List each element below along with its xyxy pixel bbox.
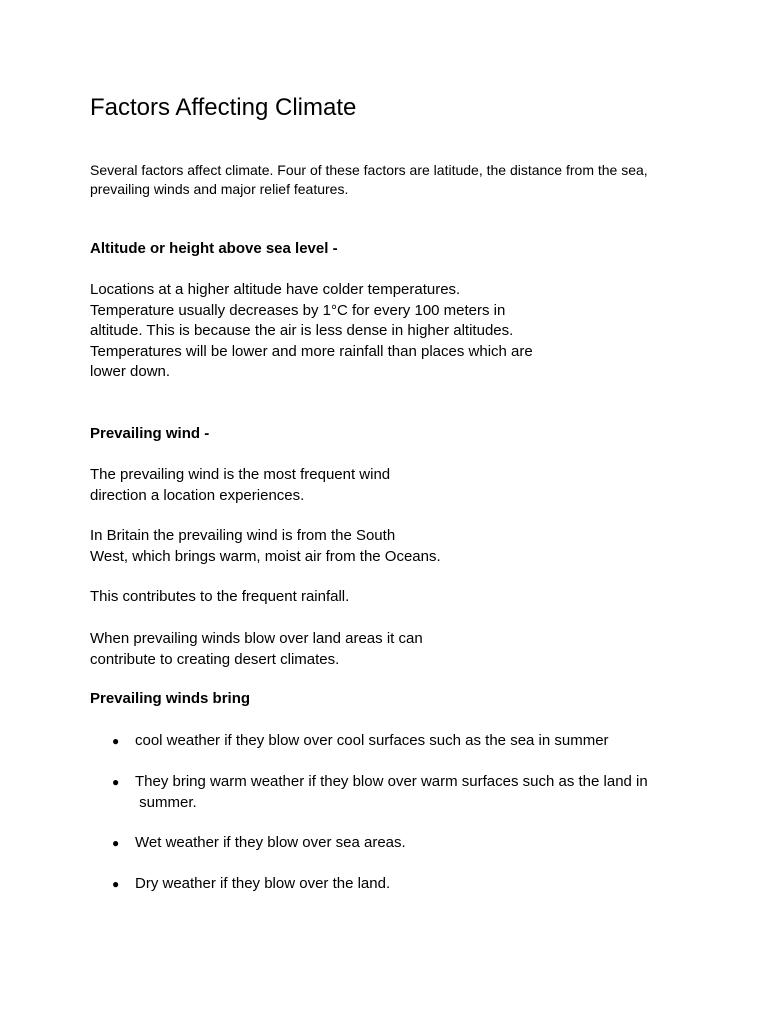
prevailing-wind-paragraph-desert: When prevailing winds blow over land areas it can contribute to creating desert climates. bbox=[90, 630, 423, 668]
prevailing-wind-paragraph-definition: The prevailing wind is the most frequent wind direction a location experiences. bbox=[90, 466, 391, 504]
prevailing-wind-paragraph-britain: In Britain the prevailing wind is from the South West, which brings warm, moist air from the Oceans. bbox=[90, 527, 441, 565]
section-heading-winds-bring: Prevailing winds bring bbox=[90, 690, 251, 707]
section-heading-prevailing-wind: Prevailing wind - bbox=[90, 425, 210, 442]
list-item-text: Dry weather if they blow over the land. bbox=[135, 875, 391, 892]
prevailing-wind-paragraph-rainfall: This contributes to the frequent rainfall. bbox=[90, 588, 350, 605]
bullet-icon: ● bbox=[112, 836, 120, 850]
section-heading-altitude: Altitude or height above sea level - bbox=[90, 240, 338, 257]
list-item-text: Wet weather if they blow over sea areas. bbox=[135, 834, 406, 851]
page-title: Factors Affecting Climate bbox=[90, 94, 357, 121]
list-item-text: They bring warm weather if they blow over warm surfaces such as the land in summer. bbox=[135, 773, 648, 811]
list-item-text: cool weather if they blow over cool surfaces such as the sea in summer bbox=[135, 732, 609, 749]
bullet-icon: ● bbox=[112, 734, 120, 748]
bullet-icon: ● bbox=[112, 877, 120, 891]
bullet-icon: ● bbox=[112, 775, 120, 789]
list-item bbox=[112, 874, 391, 956]
altitude-paragraph: Locations at a higher altitude have colder temperatures. Temperature usually decreases by 1°C for every 100 meters in altitude. This is because the air is less dense in higher altitudes. Temperatures will be lower and more rainfall than places which are lower down. bbox=[90, 281, 533, 380]
intro-paragraph: Several factors affect climate. Four of these factors are latitude, the distance from the sea, prevailing winds and major relief features. bbox=[90, 162, 648, 197]
